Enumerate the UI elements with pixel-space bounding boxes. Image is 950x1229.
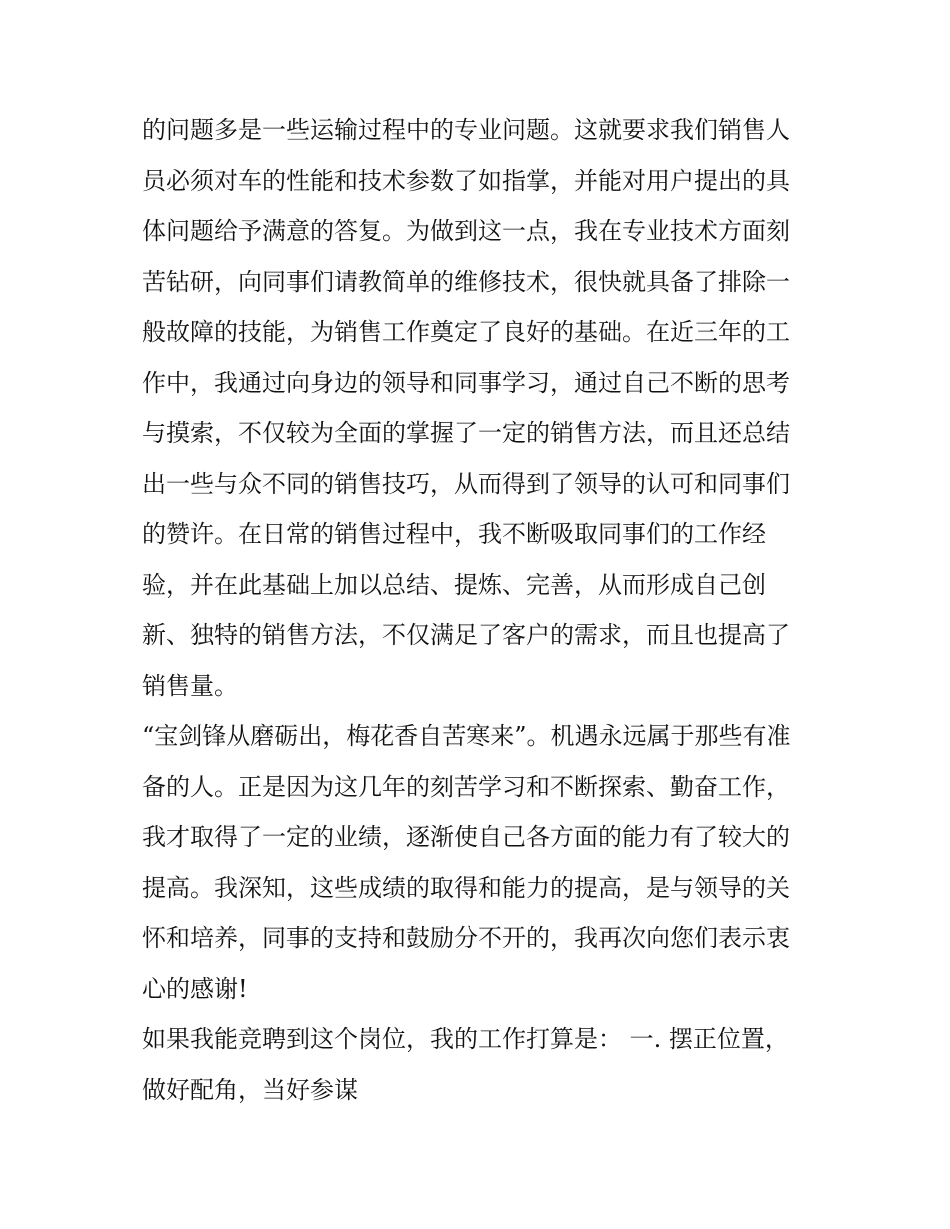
text-line-14: 备的人。正是因为这几年的刻苦学习和不断探索、勤奋工作，	[142, 772, 790, 801]
text-line-6: 作中，我通过向身边的领导和同事学习，通过自己不断的思考	[142, 368, 790, 397]
text-line-15: 我才取得了一定的业绩，逐渐使自己各方面的能力有了较大的	[142, 823, 790, 851]
text-line-11: 新、独特的销售方法，不仅满足了客户的需求，而且也提高了	[142, 621, 790, 649]
text-line-2: 员必须对车的性能和技术参数了如指掌，并能对用户提出的具	[142, 166, 790, 195]
text-line-10: 验，并在此基础上加以总结、提炼、完善，从而形成自己创	[142, 570, 766, 599]
text-line-20: 做好配角，当好参谋	[142, 1075, 358, 1104]
text-line-9: 的赞许。在日常的销售过程中，我不断吸取同事们的工作经	[142, 520, 766, 548]
text-line-12: 销售量。	[142, 671, 238, 700]
text-line-5: 般故障的技能，为销售工作奠定了良好的基础。在近三年的工	[142, 318, 790, 346]
text-line-3: 体问题给予满意的答复。为做到这一点，我在专业技术方面刻	[142, 217, 790, 245]
text-line-8: 出一些与众不同的销售技巧，从而得到了领导的认可和同事们	[142, 469, 790, 498]
text-line-13: “宝剑锋从磨砺出，梅花香自苦寒来”。机遇永远属于那些有准	[142, 722, 791, 750]
text-line-7: 与摸索，不仅较为全面的掌握了一定的销售方法，而且还总结	[142, 419, 790, 447]
text-line-16: 提高。我深知，这些成绩的取得和能力的提高，是与领导的关	[142, 873, 790, 902]
text-line-4: 苦钻研，向同事们请教简单的维修技术，很快就具备了排除一	[142, 267, 790, 296]
text-line-19: 如果我能竞聘到这个岗位，我的工作打算是： 一. 摆正位置，	[142, 1025, 789, 1053]
body-text	[142, 105, 812, 1115]
text-line-17: 怀和培养，同事的支持和鼓励分不开的，我再次向您们表示衷	[142, 924, 790, 952]
text-line-18: 心的感谢!	[142, 974, 248, 1003]
text-line-1: 的问题多是一些运输过程中的专业问题。这就要求我们销售人	[142, 116, 790, 144]
